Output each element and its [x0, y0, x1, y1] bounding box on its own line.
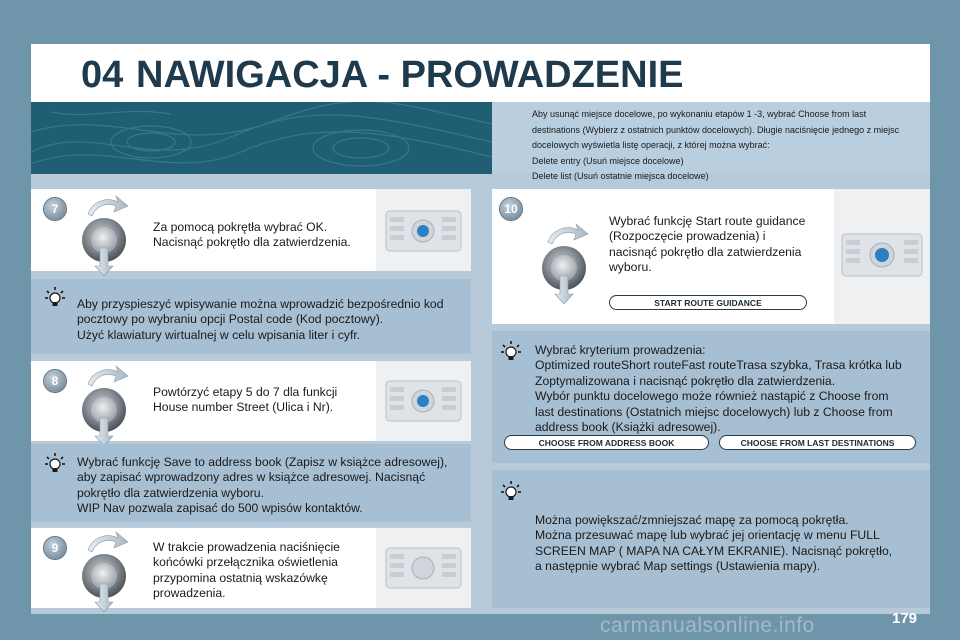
radio-panel-icon: [834, 189, 930, 324]
tip-line: pokrętło dla zatwierdzenia wyboru.: [77, 485, 264, 500]
map-contour-decoration: [31, 102, 492, 174]
lightbulb-tip-icon: [500, 480, 522, 502]
step-line: wyboru.: [609, 260, 652, 275]
radio-panel-image: [376, 528, 471, 608]
step-text-7: [153, 220, 351, 251]
step-line: House number Street (Ulica i Nr).: [153, 400, 334, 415]
radio-panel-image: [376, 361, 471, 441]
page-title: NAWIGACJA - PROWADZENIE: [136, 54, 684, 96]
step-line: Wybrać funkcję Start route guidance: [609, 214, 806, 228]
step-text-10: [609, 214, 805, 276]
tip-line: a następnie wybrać Map settings (Ustawienia mapy).: [535, 559, 821, 574]
tip-line: Optimized routeShort routeFast routeTrasa szybka, Trasa krótka lub: [535, 358, 902, 373]
tip-line: address book (Książki adresowej).: [535, 420, 721, 435]
step-badge-9: 9: [44, 537, 66, 559]
radio-panel-image: [376, 189, 471, 271]
rotary-knob-icon: [70, 192, 142, 276]
chapter-number: 04: [81, 54, 124, 96]
rotary-knob-icon: [70, 528, 142, 612]
step-badge-8: 8: [44, 370, 66, 392]
tip-text-4: [535, 513, 892, 575]
lightbulb-tip-icon: [44, 286, 66, 308]
step-line: nacisnąć pokrętło dla zatwierdzenia: [609, 244, 802, 259]
step-line: Powtórzyć etapy 5 do 7 dla funkcji: [153, 385, 338, 399]
header-note: [492, 102, 930, 181]
step-line: (Rozpoczęcie prowadzenia) i: [609, 229, 766, 244]
tip-line: last destinations (Ostatnich miejsc docelowych) lub z Choose from: [535, 404, 893, 419]
step-line: końcówki przełącznika oświetlenia: [153, 555, 338, 570]
tip-text-2: [77, 455, 447, 517]
step-text-8: [153, 385, 337, 416]
step-badge-10: 10: [500, 198, 522, 220]
note-line: docelowych wyświetla listę operacji, z której można wybrać:: [532, 140, 770, 150]
tip-line: Można powiększać/zmniejszać mapę za pomocą pokrętła.: [535, 513, 849, 527]
tip-line: WIP Nav pozwala zapisać do 500 wpisów kontaktów.: [77, 501, 363, 516]
tip-line: Wybrać funkcję Save to address book (Zapisz w książce adresowej),: [77, 455, 448, 469]
watermark: carmanualsonline.info: [600, 614, 815, 637]
tip-line: pocztowy po wybraniu opcji Postal code (Kod pocztowy).: [77, 312, 384, 327]
tip-line: Aby przyspieszyć wpisywanie można wprowadzić bezpośrednio kod: [77, 297, 444, 311]
note-line: destinations (Wybierz z ostatnich punktów docelowych). Długie naciśnięcie jednego z miejsc: [532, 124, 900, 135]
step-line: przypomina ostatnią wskazówkę: [153, 570, 328, 585]
tip-line: Wybór punktu docelowego może również nastąpić z Choose from: [535, 389, 889, 404]
choose-from-last-destinations-button[interactable]: CHOOSE FROM LAST DESTINATIONS: [719, 435, 916, 450]
page-number: 179: [892, 610, 918, 627]
step-line: Za pomocą pokrętła wybrać OK.: [153, 220, 328, 234]
tip-line: aby zapisać wprowadzony adres w książce adresowej. Nacisnąć: [77, 470, 426, 485]
tip-line: Można przesuwać mapę lub wybrać jej orientację w menu FULL: [535, 528, 880, 543]
radio-panel-icon: [376, 361, 471, 441]
tip-text-3: [535, 343, 902, 435]
note-line: Aby usunąć miejsce docelowe, po wykonaniu etapów 1 -3, wybrać Choose from last: [532, 109, 867, 119]
step-line: Nacisnąć pokrętło dla zatwierdzenia.: [153, 235, 351, 250]
note-line: Delete list (Usuń ostatnie miejsca docelowe): [532, 171, 709, 181]
step-line: W trakcie prowadzenia naciśnięcie: [153, 540, 340, 554]
choose-from-address-book-button[interactable]: CHOOSE FROM ADDRESS BOOK: [504, 435, 709, 450]
radio-panel-image: [834, 189, 930, 324]
rotary-knob-icon: [70, 362, 142, 446]
radio-panel-icon: [376, 528, 471, 608]
note-line: Delete entry (Usuń miejsce docelowe): [532, 155, 684, 166]
tip-line: Wybrać kryterium prowadzenia:: [535, 343, 706, 357]
lightbulb-tip-icon: [500, 340, 522, 362]
step-badge-7: 7: [44, 198, 66, 220]
radio-panel-icon: [376, 189, 471, 271]
tip-text-1: [77, 297, 443, 343]
tip-line: Zoptymalizowana i nacisnąć pokrętło dla zatwierdzenia.: [535, 373, 836, 388]
rotary-knob-icon: [530, 220, 602, 304]
tip-line: Użyć klawiatury wirtualnej w celu wpisania liter i cyfr.: [77, 327, 361, 342]
lightbulb-tip-icon: [44, 452, 66, 474]
tip-line: SCREEN MAP ( MAPA NA CAŁYM EKRANIE). Nacisnąć pokrętło,: [535, 543, 893, 558]
step-line: prowadzenia.: [153, 586, 226, 601]
start-route-guidance-button[interactable]: START ROUTE GUIDANCE: [609, 295, 807, 310]
step-text-9: [153, 540, 340, 602]
